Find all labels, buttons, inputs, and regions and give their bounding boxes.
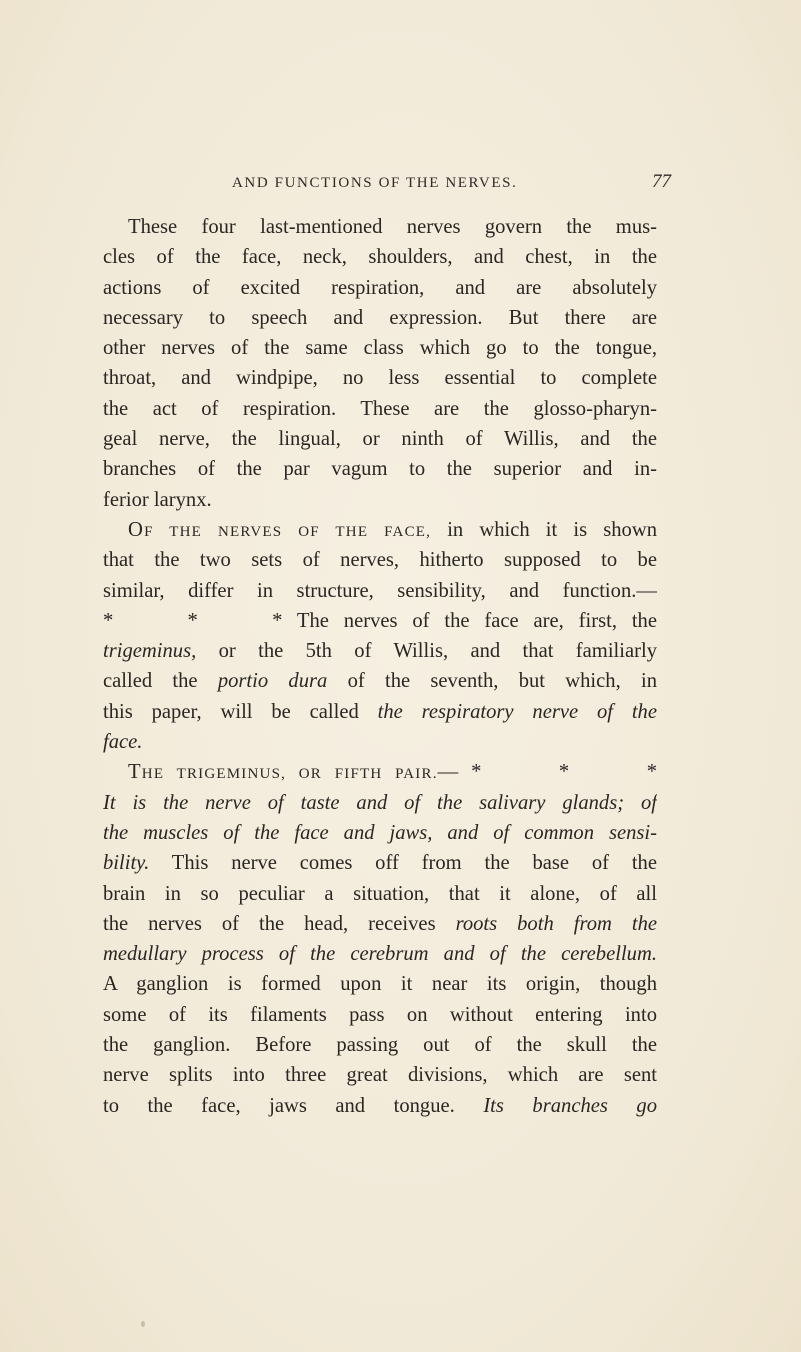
text-line [103, 757, 657, 787]
text-line: necessary to speech and expression. But there are [103, 306, 657, 329]
text-line: brain in so peculiar a situation, that it alone, of all [103, 882, 657, 905]
text-line: similar, differ in structure, sensibility, and function.— [103, 579, 657, 602]
text-line: These four last-mentioned nerves govern the mus- [128, 216, 657, 238]
text-line: cles of the face, neck, shoulders, and chest, in the [103, 246, 657, 269]
text-line: * * * The nerves of the face are, first, the [103, 609, 657, 632]
text-line: face. [103, 731, 143, 754]
section-heading: THE TRIGEMINUS, OR FIFTH PAIR. [128, 761, 438, 784]
text-line: ferior larynx. [103, 488, 212, 511]
section-heading: OF THE NERVES OF THE FACE, [128, 518, 432, 541]
page-number: 77 [652, 171, 671, 192]
text-line: branches of the par vagum to the superior and in- [103, 458, 657, 481]
text-line: other nerves of the same class which go to the tongue, [103, 337, 657, 360]
text-line: called the portio dura of the seventh, but which, in [103, 670, 657, 693]
text-line: the nerves of the head, receives roots both from the [103, 912, 657, 935]
paper-speck [141, 1321, 145, 1327]
text-line: actions of excited respiration, and are absolutely [103, 276, 657, 299]
text-line: throat, and windpipe, no less essential to complete [103, 367, 657, 390]
text-line: the ganglion. Before passing out of the skull the [103, 1034, 657, 1057]
text-line: that the two sets of nerves, hitherto supposed to be [103, 549, 657, 572]
running-head: AND FUNCTIONS OF THE NERVES. [232, 175, 518, 191]
text-line: this paper, will be called the respiratory nerve of the [103, 700, 657, 723]
omission-asterisks: — * * * [437, 761, 657, 784]
text-line: A ganglion is formed upon it near its origin, though [103, 973, 657, 996]
text-line: to the face, jaws and tongue. Its branches go [103, 1094, 657, 1117]
text-line: nerve splits into three great divisions, which are sent [103, 1064, 657, 1087]
text-line: bility. This nerve comes off from the base of the [103, 852, 657, 875]
text-line: It is the nerve of taste and of the salivary glands; of [103, 791, 657, 814]
text-line: OF THE NERVES OF THE FACE, in which it is shown [128, 518, 657, 541]
text-line: the muscles of the face and jaws, and of common sensi- [103, 821, 657, 844]
text-line: some of its filaments pass on without entering into [103, 1003, 657, 1026]
body-text [103, 212, 657, 1121]
text-line: the act of respiration. These are the glosso-pharyn- [103, 397, 657, 420]
omission-asterisks: * * * [103, 609, 283, 632]
text-line: geal nerve, the lingual, or ninth of Willis, and the [103, 428, 657, 451]
text-line: trigeminus, or the 5th of Willis, and that familiarly [103, 640, 657, 663]
text-line: medullary process of the cerebrum and of the cerebellum. [103, 943, 657, 966]
